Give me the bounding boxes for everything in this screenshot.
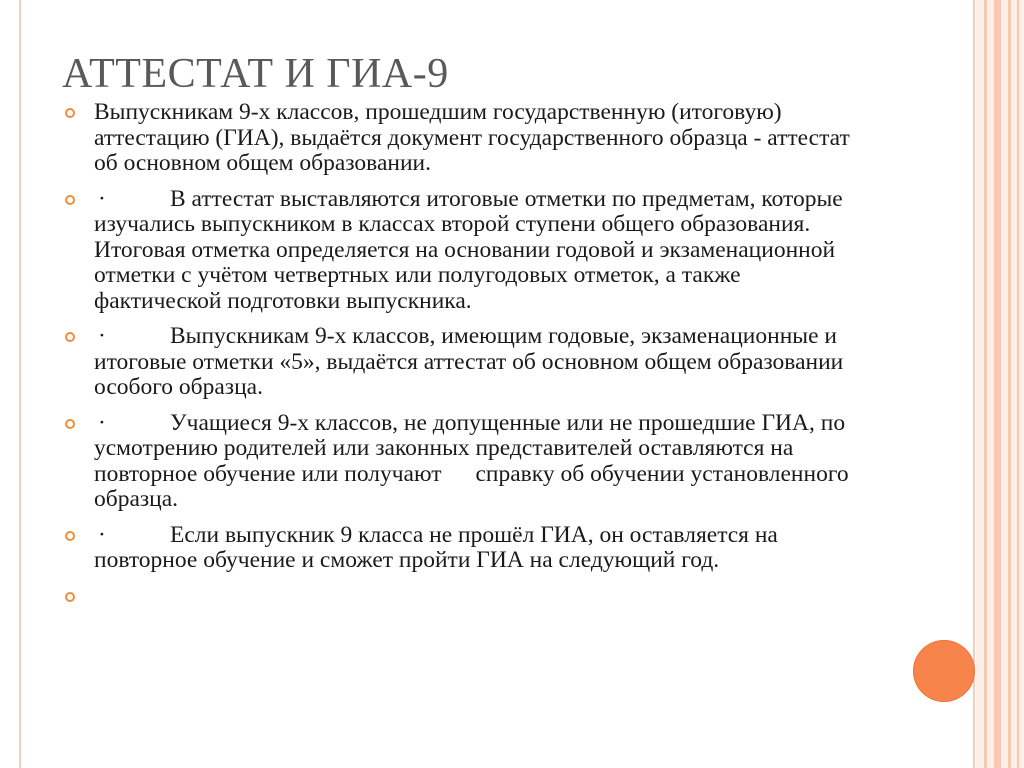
item-text: Если выпускник 9 класса не прошёл ГИА, он оставляется на повторное обучение и сможет пройти ГИА на следующий год.: [94, 521, 778, 573]
circle-bullet-icon: [65, 592, 75, 602]
list-item: [62, 187, 862, 315]
stripe: [984, 0, 987, 768]
item-text: Учащиеся 9-х классов, не допущенные или не прошедшие ГИА, по усмотрению родителей или законных представителей оставляются на повторное обучение или получают: [94, 409, 846, 487]
circle-bullet-icon: [65, 108, 75, 118]
item-marker: ·: [98, 185, 106, 212]
circle-bullet-icon: [65, 195, 75, 205]
slide-title: АТТЕСТАТ И ГИА-9: [62, 51, 449, 97]
circle-bullet-icon: [65, 419, 75, 429]
bullet-list: [62, 100, 862, 619]
list-item-empty: [62, 584, 862, 609]
item-text: Выпускникам 9-х классов, прошедшим государственную (итоговую) аттестацию (ГИА), выдаётся документ государственного образца - аттестат об основном общем образовании.: [94, 99, 850, 176]
decorative-stripes: [976, 0, 1024, 768]
item-marker: ·: [98, 521, 106, 548]
stripe: [1017, 0, 1019, 768]
stripe: [994, 0, 1001, 768]
list-item: [62, 411, 862, 513]
list-item: [62, 523, 862, 574]
item-marker: ·: [98, 323, 106, 349]
circle-bullet-icon: [65, 531, 75, 541]
list-item: [62, 100, 862, 177]
item-text: Выпускникам 9-х классов, имеющим годовые, экзаменационные и итоговые отметки «5», выдаётся аттестат об основном общем образовании особого образца.: [94, 323, 844, 400]
list-item: [62, 324, 862, 401]
decorative-circle: [913, 640, 975, 702]
item-text: В аттестат выставляются итоговые отметки по предметам, которые изучались выпускником в классах второй ступени общего образования. Итоговая отметка определяется на основании годовой и экзаменационной отметки с учётом четвертных или полугодовых отметок, а также фактической подготовки выпускника.: [94, 185, 843, 314]
item-marker: ·: [98, 409, 106, 436]
stripe: [1008, 0, 1011, 768]
circle-bullet-icon: [65, 332, 75, 342]
item-text-continued: справку об обучении установленного образца.: [94, 460, 849, 512]
